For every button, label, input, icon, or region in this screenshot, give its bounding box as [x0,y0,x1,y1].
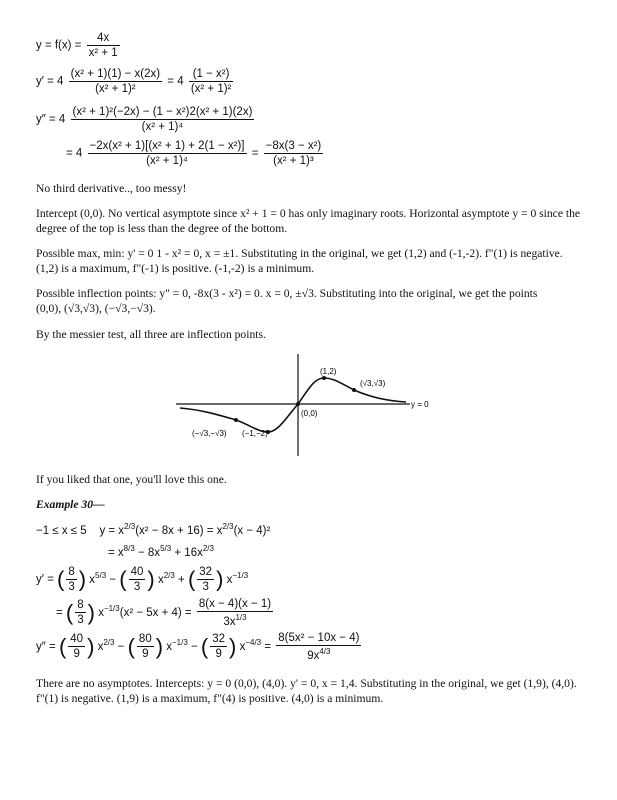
example-equation-derivative-factored: = ( $\frac{8}{3}$ ) $x^{-1/3}(x^2 - 5x + 4)$ = $\frac{8(x - 4)(x - 1)}{3x^{1/3}}$ [56,598,272,628]
ex4-denominator: $3x^{1/3}$ [223,613,247,628]
eq4-denominator-1: (x² + 1)⁴ [146,155,188,167]
eq4-numerator-1: −2x(x² + 1)[(x² + 1) + 2(1 − x²)] [89,140,245,152]
ex5-term-2: $x^{-1/3}$ − [166,638,198,653]
ex5-c1-num: 40 [70,633,84,646]
ex5-c2-num: 80 [138,633,152,646]
eq3-denominator: (x² + 1)⁴ [141,121,184,133]
ex3-c3-den: 3 [202,581,209,593]
paragraph-inflection [36,286,581,316]
example-equation-2: = $x^{8/3} - 8x^{5/3} + 16x^{2/3}$ [108,544,214,559]
ex5-c3-num: 32 [212,633,226,646]
paragraph-max-min: Possible max, min: y' = 0 1 - x² = 0, x = ±1. Substituting in the original, we get (1,2) and (-1,-2). f"(1) is negative. (1,2) is a maximum, f"(-1) is positive. (-1,-2) is a minimum. [36,247,563,275]
label-min: (−1,−2) [242,429,268,438]
label-neg-root3: (−√3,−√3) [192,429,227,438]
ex3-term-2: $x^{2/3}$ + [157,570,185,586]
example-equation-1 [36,522,270,537]
paragraph-example-analysis: There are no asymptotes. Intercepts: y = 0 (0,0), (4,0). y' = 0, x = 1,4. Substituting in the original, we get (1,9), (4,0). f"(1) is negative. (1,9) is a maximum, f"(4) is positive. (4,0) is a minimum. [36,677,577,705]
paragraph-third-derivative: No third derivative.., too messy! [36,182,187,195]
eq3-numerator: (x² + 1)²(−2x) − (1 − x²)2(x² + 1)(2x) [72,106,253,118]
eq4-denominator-2: (x² + 1)³ [273,155,314,167]
paragraph-transition: If you liked that one, you'll love this one. [36,473,227,486]
eq1-numerator: 4x [87,32,120,46]
equation-first-derivative [36,68,235,95]
eq4-fraction-1 [88,140,247,167]
ex5-term-1: $x^{2/3}$ − [97,638,125,653]
ex3-c3-num: 32 [199,566,213,578]
ex4-numerator: 8(x − 4)(x − 1) [198,598,272,610]
eq2-denominator-1: (x² + 1)² [95,83,136,95]
ex3-c2-num: 40 [130,566,144,578]
eq2-numerator-2: (1 − x²) [189,68,234,82]
eq2-denominator-2: (x² + 1)² [190,83,232,95]
example-title: Example 30— [36,498,105,511]
eq2-numerator-1: (x² + 1)(1) − x(2x) [70,68,161,80]
ex3-term-3: $x^{-1/3}$ [226,570,249,586]
ex4-term: $x^{-1/3}(x^2 - 5x + 4)$ = [98,604,192,619]
ex3-c1-den: 3 [68,581,75,593]
ex4-c-num: 8 [77,599,84,612]
equation-function [36,32,122,59]
inflection-text: Possible inflection points: y" = 0, -8x(3 - x²) = 0. x = 0, ±√3. Substituting into the original, we get the points [36,287,538,300]
ex5-denominator: $9x^{4/3}$ [307,647,331,662]
ex5-c1-den: 9 [73,648,80,661]
eq2-mid: = 4 [167,75,184,88]
eq1-lhs: y = f(x) = [36,39,82,52]
eq3-lhs: y″ = 4 [36,113,66,126]
ex5-numerator: 8(5x² − 10x − 4) [278,632,360,644]
ex5-c3-den: 9 [215,648,222,661]
example-equation-derivative: y′ = ( $\frac{8}{3}$ ) $x^{5/3}$ − ( $\frac{40}{3}$ ) $x^{2/3}$ + ( $\frac{32}{3}$ ) $x^{-1/3}$ [36,566,249,593]
paragraph-messier-test: By the messier test, all three are inflection points. [36,328,266,341]
ex1-domain: −1 ≤ x ≤ 5 [36,524,87,537]
paragraph-intercept: Intercept (0,0). No vertical asymptote since x² + 1 = 0 has only imaginary roots. Horizontal asymptote y = 0 since the degree of the top is less than the degree of the bottom. [36,207,581,235]
eq1-denominator: x² + 1 [88,47,118,59]
label-origin: (0,0) [301,409,318,418]
ex3-term-1: $x^{5/3}$ − [89,570,117,586]
eq4-numerator-2: −8x(3 − x²) [265,140,322,152]
ex4-lhs: = [56,606,63,619]
eq1-fraction [87,32,120,59]
equation-second-derivative [36,106,256,133]
label-asymptote: y = 0 [411,400,429,409]
example-equation-second-derivative: y″ = ( $\frac{40}{9}$ ) $x^{2/3}$ − ( $\frac{80}{9}$ ) $x^{-1/3}$ − ( $\frac{32}{9}$ ) $x^{-4/3}$ = $\frac{\text{8(5x² − 10x − 4)}}{9x^{4/3}}$ [36,632,360,662]
inflection-point-pos [352,388,356,392]
equation-second-derivative-simplified [66,140,325,167]
eq4-mid: = [251,147,259,160]
eq4-fraction-2 [264,140,324,167]
eq3-fraction [71,106,255,133]
ex3-c1-num: 8 [68,566,75,578]
inflection-point-neg [234,418,238,422]
ex5-lhs: y″ = [36,640,56,653]
ex3-lhs: y′ = [36,573,54,586]
ex5-term-3: $x^{-4/3}$ = [239,638,272,653]
maximum-point [322,376,326,380]
label-root3: (√3,√3) [360,379,386,388]
ex4-c-den: 3 [77,614,84,627]
inflection-points: (0,0), (√3,√3), (−√3,−√3). [36,302,156,315]
eq2-fraction-2 [189,68,234,95]
eq4-lhs: = 4 [66,147,83,160]
ex3-c2-den: 3 [133,581,141,593]
eq2-fraction-1 [69,68,162,95]
eq2-lhs: y′ = 4 [36,75,64,88]
label-max: (1,2) [320,367,337,376]
ex5-c2-den: 9 [142,648,149,661]
origin-point [296,402,300,406]
ex1-rhs: $y = x^{2/3}(x^2 - 8x + 16) = x^{2/3}(x - 4)^2$ [99,522,271,537]
function-graph [174,350,454,460]
